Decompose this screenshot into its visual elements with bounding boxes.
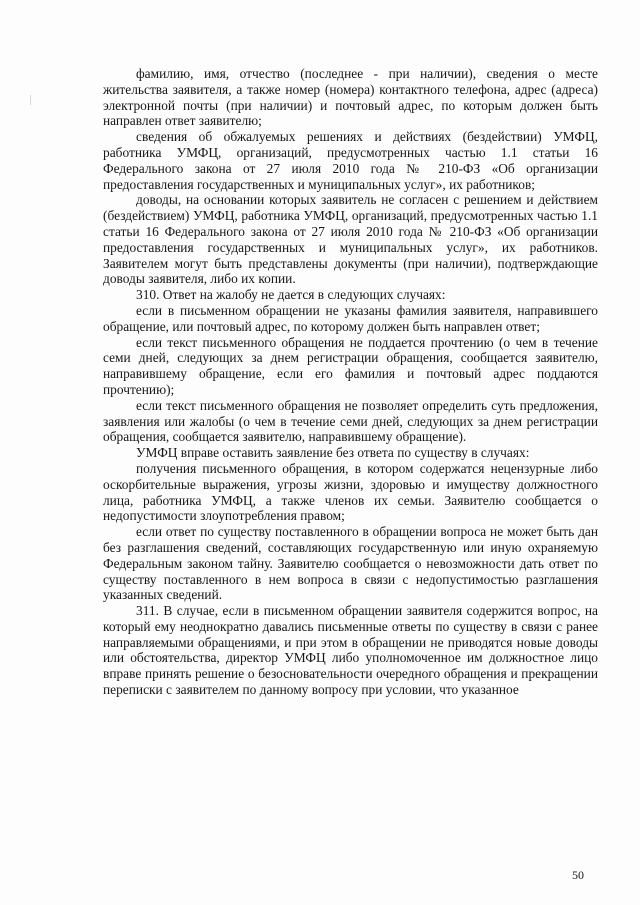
paragraph: получения письменного обращения, в котором содержатся нецензурные либо оскорбительные выражения, угрозы жизни, здоровью и имуществу должностного лица, работника УМФЦ, а также членов их семьи. Заявителю сообщается о недопустимости злоупотребления правом; [103,460,598,524]
page-number: 50 [572,868,584,882]
paragraph: если текст письменного обращения не позволяет определить суть предложения, заявления или жалобы (о чем в течение семи дней, следующих за днем регистрации обращения, сообщается заявителю, направившему обращение). [103,397,598,445]
paragraph: если в письменном обращении не указаны фамилия заявителя, направившего обращение, или почтовый адрес, по которому должен быть направлен ответ; [103,302,598,334]
scan-margin-mark [30,95,31,105]
document-body [103,66,598,698]
paragraph: 310. Ответ на жалобу не дается в следующих случаях: [136,287,446,303]
paragraph: если текст письменного обращения не поддается прочтению (о чем в течение семи дней, следующих за днем регистрации обращения, сообщается заявителю, направившему обращение, если его фамилия и почтовый адрес поддаются прочтению); [103,334,598,397]
paragraph: доводы, на основании которых заявитель не согласен с решением и действием (бездействием) УМФЦ, работника УМФЦ, организаций, предусмотренных частью 1.1 статьи 16 Федерального закона от 27 июля 2010 года № 210-ФЗ «Об организации предоставления государственных и муниципальных услуг», их работников. Заявителем могут быть представлены документы (при наличии), подтверждающие доводы заявителя, либо их копии. [103,192,598,287]
paragraph: 311. В случае, если в письменном обращении заявителя содержится вопрос, на который ему неоднократно давались письменные ответы по существу в связи с ранее направляемыми обращениями, и при этом в обращении не приводятся новые доводы или обстоятельства, директор УМФЦ либо уполномоченное им должностное лицо вправе принять решение о безосновательности очередного обращения и прекращении переписки с заявителем по данному вопросу при условии, что указанное [103,603,598,698]
paragraph: УМФЦ вправе оставить заявление без ответа по существу в случаях: [136,445,530,461]
paragraph: если ответ по существу поставленного в обращении вопроса не может быть дан без разглашения сведений, составляющих государственную или иную охраняемую Федеральным законом тайну. Заявителю сообщается о невозможности дать ответ по существу поставленного в нем вопроса в связи с недопустимостью разглашения указанных сведений. [103,524,598,603]
paragraph: фамилию, имя, отчество (последнее - при наличии), сведения о месте жительства заявителя, а также номер (номера) контактного телефона, адрес (адреса) электронной почты (при наличии) и почтовый адрес, по которым должен быть направлен ответ заявителю; [103,66,598,129]
paragraph: сведения об обжалуемых решениях и действиях (бездействии) УМФЦ, работника УМФЦ, организаций, предусмотренных частью 1.1 статьи 16 Федерального закона от 27 июля 2010 года № 210-ФЗ «Об организации предоставления государственных и муниципальных услуг», их работников; [103,129,598,192]
